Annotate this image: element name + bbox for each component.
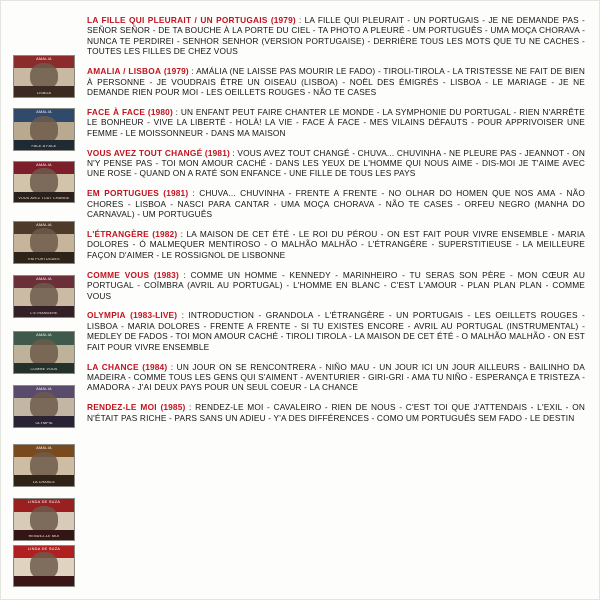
album-title: COMME VOUS	[87, 269, 150, 280]
album-covers-column	[7, 15, 81, 591]
cover-top-text: AMALIA	[36, 277, 52, 282]
cover-caption: L'ETRANGERE	[30, 312, 58, 316]
album-year: (1979)	[270, 15, 296, 25]
cover-top-text: LINDA DE SUZA	[27, 500, 61, 505]
cover-top-text: AMALIA	[36, 446, 52, 451]
album-tracklist: LA MAISON DE CET ÉTÉ - LE ROI DU PÉROU - ON EST FAIT POUR VIVRE ENSEMBLE - MARIA DOLORES - Ó MALMEQUER MENTIROSO - O MALHÃO MALHÃO - L'ÉTRANGÈRE - SUPERSTITIEUSE - LA MEILLEURE FAÇON D'AIMER - LE ROSSIGNOL DE LISBONNE	[87, 229, 585, 260]
cover-top-text: LINDA DE SUZA	[27, 546, 61, 551]
album-tracklist: INTRODUCTION - GRANDOLA - L'ÉTRANGÈRE - UN PORTUGAIS - LES OEILLETS ROUGES - LISBOA - MARIA DOLORES - FRENTE A FRENTE - SI TU EXISTES ENCORE - AVRIL AU PORTUGAL (INSTRUMENTAL) - MEDLEY DE FADOS - TOI MON AMOUR CACHÉ - TIROLI TIROLA - LA MAISON DE CET ÉTÉ - O MALHÃO MALHÃO - ON EST FAIT POUR VIVRE ENSEMBLE	[87, 310, 585, 352]
entry-separator: :	[167, 361, 177, 372]
entry-separator: :	[177, 310, 189, 321]
discography-entry	[87, 229, 585, 260]
cover-top-text: AMALIA	[36, 57, 52, 61]
cover-caption: COMME VOUS	[30, 368, 58, 372]
album-cover-thumbnail	[13, 385, 75, 428]
album-year: (1982)	[152, 229, 178, 239]
album-tracklist: RENDEZ-LE MOI - CAVALEIRO - RIEN DE NOUS - C'EST TOI QUE J'ATTENDAIS - L'EXIL - ON N'ÉTAIT PAS RICHE - PARS SANS UN ADIEU - Y'A DES DIFFÉRENCES - COMO UM PORTUGUÊS SEM FADO - LE DESTIN	[87, 402, 585, 423]
album-title: RENDEZ-LE MOI	[87, 402, 157, 413]
entry-separator: :	[185, 402, 196, 413]
entry-separator: :	[178, 269, 191, 280]
album-title: LA FILLE QUI PLEURAIT / UN PORTUGAIS	[87, 15, 268, 25]
album-cover-thumbnail	[13, 275, 75, 318]
album-year: (1985)	[160, 402, 186, 413]
album-year: (1981)	[204, 147, 230, 158]
entry-separator: :	[295, 15, 305, 25]
entry-separator: :	[188, 188, 200, 199]
album-tracklist: AMÁLIA (NE LAISSE PAS MOURIR LE FADO) - TIROLI-TIROLA - LA TRISTESSE NE FAIT DE BIEN À PERSONNE - JE VOUDRAIS ÊTRE UN OISEAU (LISBOA) - NOËL DES ÉMIGRÉS - LISBOA - LE MARIAGE - JE NE DEMANDE RIEN POUR MOI - LES OEILLETS ROUGES - NÃO TE CASES	[87, 66, 585, 97]
cover-caption: LA CHANCE	[32, 480, 56, 484]
album-cover-thumbnail	[13, 108, 75, 151]
album-year: (1979)	[163, 66, 189, 77]
cover-art	[14, 56, 74, 97]
discography-entry	[87, 15, 585, 57]
cover-art	[14, 222, 74, 263]
album-title: EM PORTUGUES	[87, 188, 160, 199]
album-title: FACE À FACE	[87, 106, 146, 117]
cover-top-text: AMALIA	[36, 222, 52, 227]
album-year: (1981)	[163, 188, 189, 199]
album-title: AMALIA / LISBOA	[87, 66, 162, 77]
entry-separator: :	[172, 106, 181, 117]
album-tracklist: CHUVA... CHUVINHA - FRENTE A FRENTE - NO OLHAR DO HOMEN QUE NOS AMA - NÃO CHORES - LISBOA - NASCI PARA CANTAR - UMA MOÇA CHORAVA - NÃO TE CASES - ORFEU NEGRO (MANHA DO CARNAVAL) - UM PORTUGUÊS	[87, 188, 585, 220]
discography-entry	[87, 148, 585, 179]
cover-bottom-band	[14, 576, 74, 587]
cover-art	[14, 162, 74, 203]
album-tracklist: COMME UN HOMME - KENNEDY - MARINHEIRO - TU SERAS SON PÈRE - MON CŒUR AU PORTUGAL - COÏMBRA (AVRIL AU PORTUGAL) - L'HOMME EN BLANC - C'EST L'AMOUR - PLAN PLAN PLAN - COMME VOUS	[87, 269, 585, 301]
cover-art	[14, 499, 74, 540]
discography-entry	[87, 270, 585, 301]
cover-top-text: AMALIA	[36, 386, 52, 391]
album-year: (1983-LIVE)	[130, 310, 178, 321]
album-tracklist: VOUS AVEZ TOUT CHANGÉ - CHUVA... CHUVINHA - NE PLEURE PAS - JEANNOT - ON N'Y PENSE PAS - TOI MON AMOUR CACHÉ - DANS LES YEUX DE L'HOMME QUI NOUS AIME - DIS-MOI JE T'AIME AVEC UNE ROSE - QUAND ON A RATÉ SON ENFANCE - UNE FILLE DE TOUS LES PAYS	[87, 147, 586, 179]
discography-entry	[87, 402, 585, 423]
album-tracklist: UN ENFANT PEUT FAIRE CHANTER LE MONDE - LA SYMPHONIE DU PORTUGAL - RIEN N'ARRÊTE LE BONHEUR - VIVE LA LIBERTÉ - HOLÀ! LA VIE - FACE À FACE - MES VILAINS DÉFAUTS - POUR APPRIVOISER UNE FEMME - LE MOISSONNEUR - DANS MA MAISON	[87, 106, 585, 138]
cover-caption: LISBOA	[36, 91, 52, 95]
cover-art	[14, 386, 74, 427]
cover-art	[14, 109, 74, 150]
album-cover-thumbnail	[13, 161, 75, 204]
discography-entry	[87, 107, 585, 138]
album-cover-thumbnail	[13, 221, 75, 264]
album-cover-thumbnail	[13, 331, 75, 374]
page-content	[1, 1, 599, 599]
album-cover-thumbnail	[13, 55, 75, 98]
discography-entry	[87, 66, 585, 97]
cover-caption: OLYMPIA	[35, 421, 53, 425]
entry-separator: :	[177, 229, 187, 239]
album-tracklist: LA FILLE QUI PLEURAIT - UN PORTUGAIS - JE NE DEMANDE PAS - SEÑOR SEÑOR - DE TA BOUCHE À LA PORTE DU CIEL - TA PHOTO A PLEURÉ - UM PORTUGUÊS - UMA MOÇA CHORAVA - NUNCA TE PERDIREI - SENHOR SENHOR (VERSION PORTUGAISE) - DERRIÈRE TOUS LES MOTS QUE TU NE CACHES - TOUTES LES FILLES DE CHEZ VOUS	[87, 15, 585, 57]
cover-art	[14, 546, 74, 587]
album-title: OLYMPIA	[87, 310, 126, 321]
cover-top-text: AMALIA	[36, 162, 52, 167]
discography-list	[81, 15, 589, 591]
album-title: VOUS AVEZ TOUT CHANGÉ	[87, 147, 203, 158]
cover-art	[14, 445, 74, 486]
album-cover-thumbnail	[13, 545, 75, 588]
cover-art	[14, 332, 74, 373]
cover-art	[14, 276, 74, 317]
album-year: (1980)	[147, 106, 173, 117]
cover-top-text: AMALIA	[36, 110, 52, 115]
cover-top-text: AMALIA	[36, 333, 52, 338]
discography-entry	[87, 188, 585, 219]
album-title: LA CHANCE	[87, 361, 139, 372]
entry-separator: :	[188, 66, 197, 77]
discography-entry	[87, 362, 585, 393]
album-cover-thumbnail	[13, 444, 75, 487]
cover-caption: RENDEZ-LE MOI	[28, 535, 60, 539]
album-tracklist: UN JOUR ON SE RENCONTRERA - NIÑO MAU - UN JOUR ICI UN JOUR AILLEURS - BAILINHO DA MADEIRA - COMME TOUS LES GENS QUI S'AIMENT - AVENTURIER - GIRI-GRI - AMA TU NIÑO - ESPERANÇA E TRISTEZA - AMADORA - J'AI DEUX PAYS POUR UN SEUL COEUR - LA CHANCE	[87, 361, 585, 393]
cover-caption: VOUS AVEZ TOUT CHANGE	[18, 197, 70, 201]
cover-caption: FACE A FACE	[31, 145, 57, 149]
album-year: (1984)	[142, 361, 168, 372]
entry-separator: :	[229, 147, 238, 158]
album-title: L'ÉTRANGÈRE	[87, 229, 149, 239]
album-cover-thumbnail	[13, 498, 75, 541]
discography-entry	[87, 310, 585, 352]
album-year: (1983)	[153, 269, 179, 280]
cover-caption: EM PORTUGUES	[28, 257, 60, 261]
